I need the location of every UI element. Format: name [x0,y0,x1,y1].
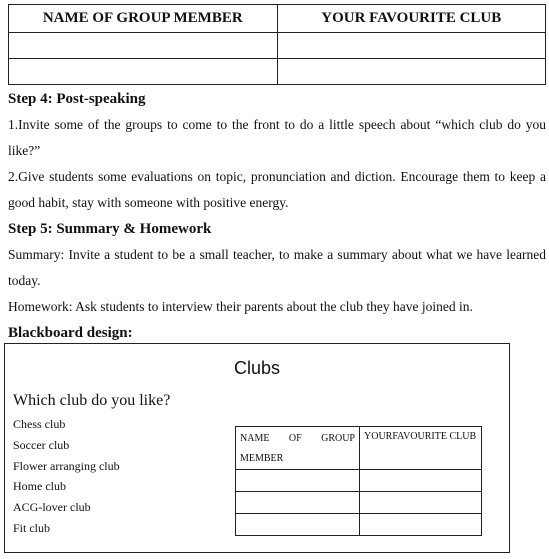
group-member-table [8,4,546,85]
summary-paragraph: Summary: Invite a student to be a small teacher, to make a summary about what we have learned today. [8,247,546,288]
board-table-header-row [236,427,482,470]
list-item: ACG-lover club [13,500,91,515]
list-item: Home club [13,479,66,494]
table-cell [9,33,278,59]
step5-heading: Step 5: Summary & Homework [8,221,212,237]
list-item: Soccer club [13,437,70,452]
board-header-name [236,427,360,470]
step4-paragraph-2: 2.Give students some evaluations on topic, pronunciation and diction. Encourage them to keep a good habit, stay with someone with positive energy. [8,169,546,210]
table-row [9,59,546,85]
board-title: Clubs [233,358,281,378]
board-header-name-line1: NAME OF GROUP [240,433,355,444]
list-item: Chess club [13,417,66,431]
table-cell [277,33,546,59]
table-cell [9,59,278,85]
board-question: Which club do you like? [13,392,171,409]
table-cell [277,59,546,85]
table-cell [236,492,360,514]
step4-paragraph-1: 1.Invite some of the groups to come to the front to do a little speech about “which club do you like?” [8,117,546,158]
list-item: Fit club [13,520,51,535]
blackboard-design-box [4,343,510,553]
header-name-of-group-member: NAME OF GROUP MEMBER [9,5,278,33]
table-cell [236,470,360,492]
table-cell [360,492,482,514]
homework-paragraph: Homework: Ask students to interview their parents about the club they have joined in. [8,299,473,314]
table-row [236,514,482,536]
step5-section [8,216,546,346]
board-header-name-line2: MEMBER [240,453,284,464]
step4-section [8,86,546,216]
blackboard-heading: Blackboard design: [8,325,133,341]
table-row [9,33,546,59]
board-header-favourite: YOURFAVOURITE CLUB [360,427,482,470]
step4-heading: Step 4: Post-speaking [8,91,146,107]
board-table [235,426,482,536]
table-cell [236,514,360,536]
table-cell [360,470,482,492]
header-favourite-club: YOUR FAVOURITE CLUB [277,5,546,33]
list-item: Flower arranging club [13,458,120,473]
table-cell [360,514,482,536]
table-row [236,470,482,492]
table-header-row [9,5,546,33]
table-row [236,492,482,514]
club-list [13,414,120,539]
